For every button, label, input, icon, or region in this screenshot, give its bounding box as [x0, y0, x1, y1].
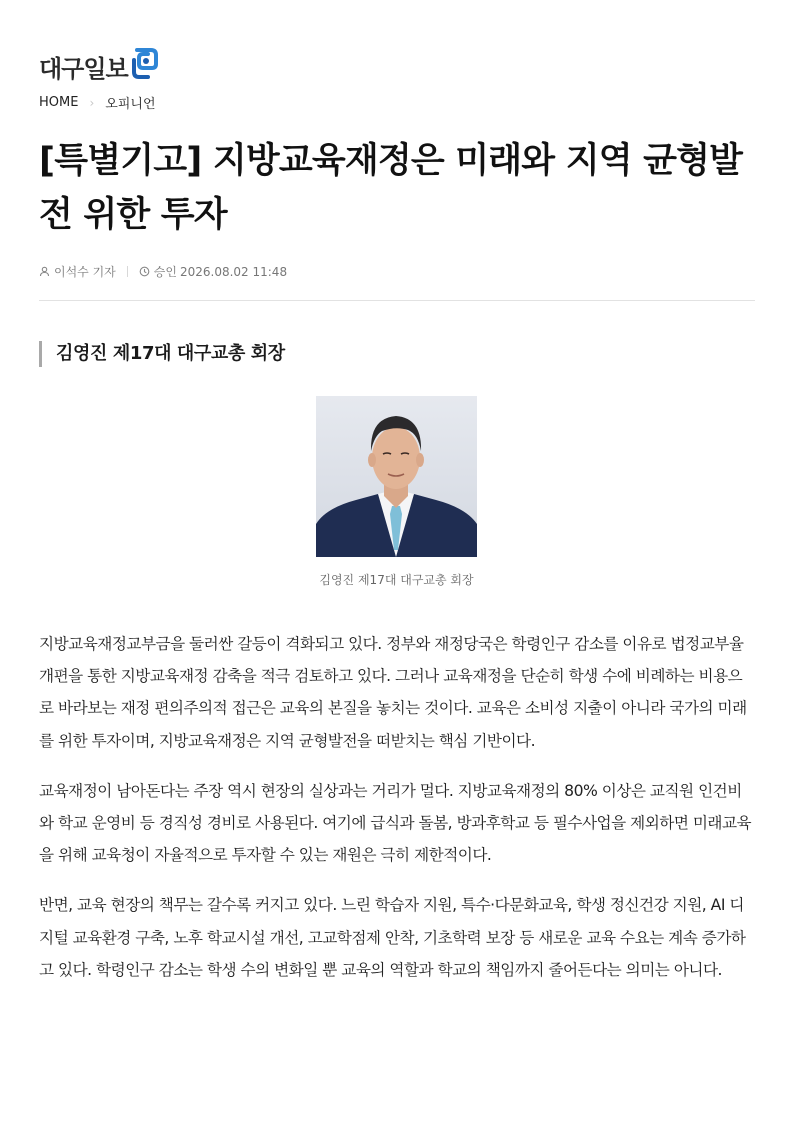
breadcrumb	[39, 93, 156, 112]
paragraph: 교육재정이 남아돈다는 주장 역시 현장의 실상과는 거리가 멀다. 지방교육재정의 80% 이상은 교직원 인건비와 학교 운영비 등 경직성 경비로 사용된다. 여기에 급식과 돌봄, 방과후학교 등 필수사업을 제외하면 미래교육을 위해 교육청이 자율적으로 투자할 수 있는 재원은 극히 제한적이다.	[39, 781, 752, 865]
article-title: [특별기고] 지방교육재정은 미래와 지역 균형발전 위한 투자	[39, 141, 743, 235]
author-name: 이석수 기자	[54, 265, 116, 279]
person-icon	[39, 266, 50, 277]
header-divider	[39, 300, 755, 301]
meta-divider	[127, 266, 128, 277]
paragraph: 반면, 교육 현장의 책무는 갈수록 커지고 있다. 느린 학습자 지원, 특수·다문화교육, 학생 정신건강 지원, AI 디지털 교육환경 구축, 노후 학교시설 개선, 고교학점제 안착, 기초학력 보장 등 새로운 교육 수요는 계속 증가하고 있다. 학령인구 감소는 학생 수의 변화일 뿐 교육의 역할과 학교의 책임까지 줄어든다는 의미는 아니다.	[39, 896, 746, 979]
article-meta	[39, 263, 287, 280]
logo-text: 대구일보	[39, 54, 128, 83]
photo-caption: 김영진 제17대 대구교총 회장	[319, 573, 474, 587]
publish-info	[139, 263, 287, 280]
breadcrumb-section[interactable]: 오피니언	[105, 97, 156, 112]
article-subtitle: 김영진 제17대 대구교총 회장	[39, 341, 285, 367]
author-info	[39, 263, 116, 280]
portrait-image	[316, 396, 477, 557]
breadcrumb-home[interactable]: HOME	[39, 95, 79, 110]
article-body	[39, 628, 755, 1004]
chevron-right-icon: ›	[89, 95, 95, 110]
clock-icon	[139, 266, 150, 277]
approved-time: 2026.08.02 11:48	[179, 264, 288, 279]
author-photo[interactable]	[316, 396, 477, 557]
approved-label: 승인	[153, 265, 177, 279]
site-logo[interactable]	[39, 46, 159, 86]
paragraph: 지방교육재정교부금을 둘러싼 갈등이 격화되고 있다. 정부와 재정당국은 학령인구 감소를 이유로 법정교부율 개편을 통한 지방교육재정 감축을 적극 검토하고 있다. 그러나 교육재정을 단순히 학생 수에 비례하는 비용으로 바라보는 재정 편의주의적 접근은 교육의 본질을 놓치는 것이다. 교육은 소비성 지출이 아니라 국가의 미래를 위한 투자이며, 지방교육재정은 지역 균형발전을 떠받치는 핵심 기반이다.	[39, 635, 747, 750]
logo-mark-icon	[129, 46, 159, 82]
